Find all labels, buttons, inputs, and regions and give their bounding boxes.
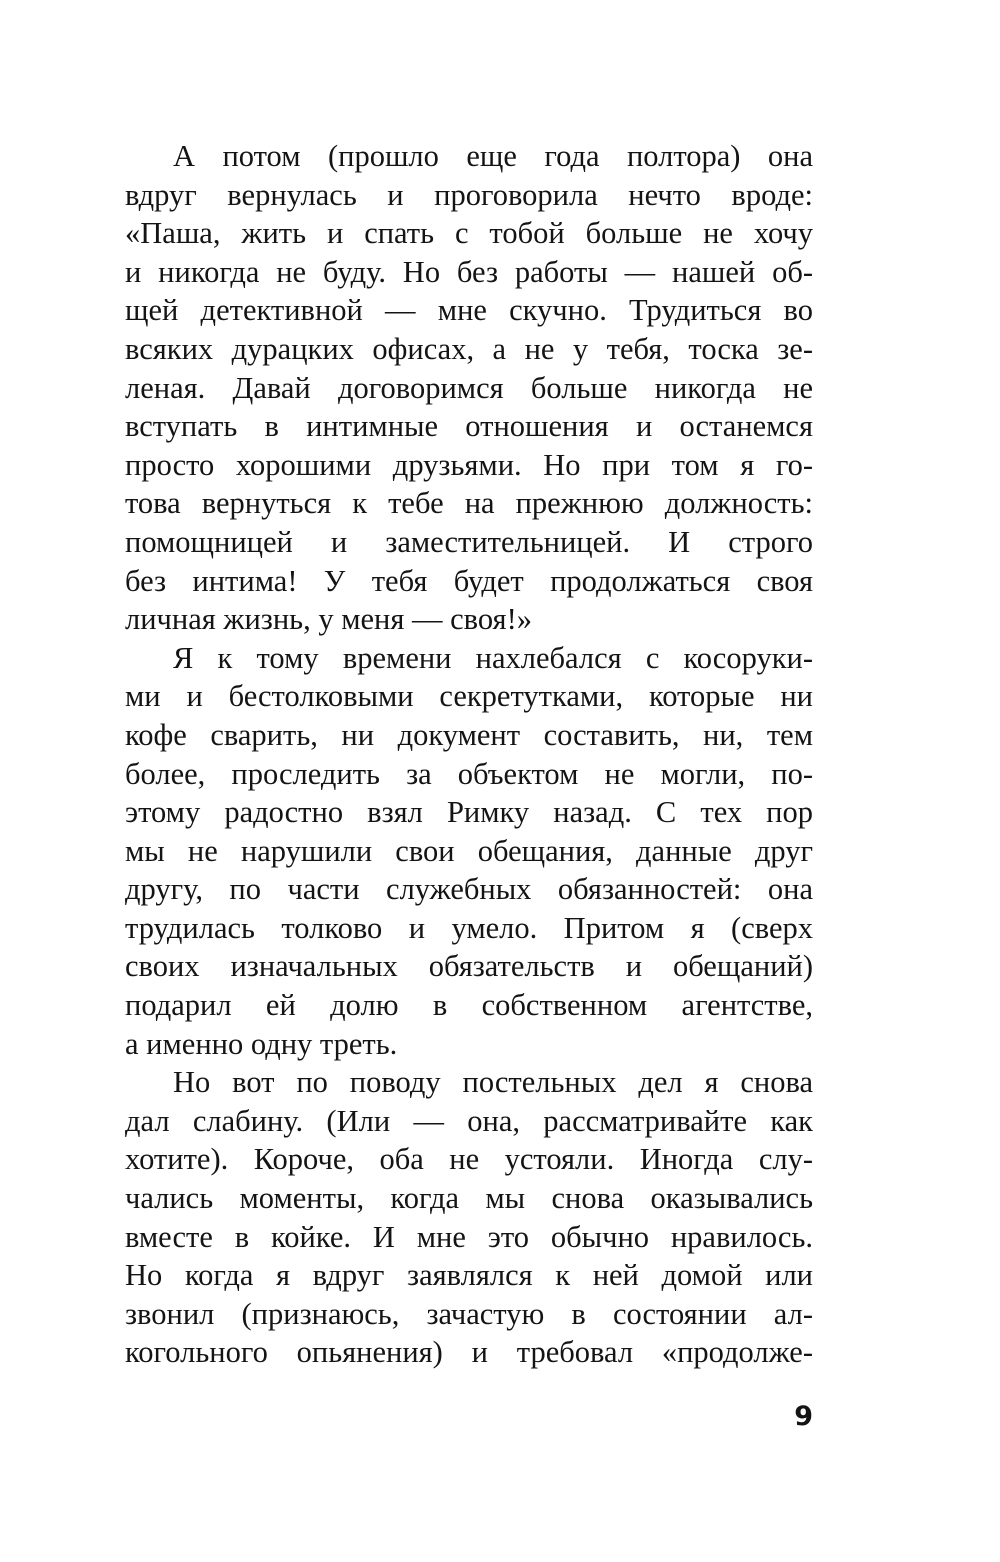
text-line: другу, по части служебных обязанностей: она	[125, 872, 813, 907]
text-line: това вернуться к тебе на прежнюю должность:	[125, 486, 813, 521]
body-text	[125, 137, 813, 1372]
text-line: леная. Давай договоримся больше никогда не	[125, 370, 813, 405]
text-line: чались моменты, когда мы снова оказывались	[125, 1181, 813, 1216]
text-line: вместе в койке. И мне это обычно нравилось.	[125, 1219, 813, 1254]
paragraph-2	[125, 639, 813, 1064]
paragraph-1	[125, 137, 813, 639]
text-line: этому радостно взял Римку назад. С тех пор	[125, 795, 813, 830]
text-line: «Паша, жить и спать с тобой больше не хочу	[125, 216, 813, 251]
text-line: А потом (прошло еще года полтора) она	[173, 139, 813, 173]
text-line: а именно одну треть.	[125, 1026, 398, 1061]
text-line: трудилась толково и умело. Притом я (сверх	[125, 910, 813, 945]
text-line: кофе сварить, ни документ составить, ни, тем	[125, 717, 813, 752]
text-line: личная жизнь, у меня — своя!»	[125, 602, 532, 637]
text-line: более, проследить за объектом не могли, по-	[125, 756, 813, 791]
text-line: хотите). Короче, оба не устояли. Иногда слу-	[125, 1142, 813, 1177]
text-line: без интима! У тебя будет продолжаться своя	[125, 563, 813, 598]
paragraph-3	[125, 1063, 813, 1372]
text-line: Но когда я вдруг заявлялся к ней домой или	[125, 1258, 813, 1293]
text-line: и никогда не буду. Но без работы — нашей об-	[125, 254, 813, 289]
text-line: подарил ей долю в собственном агентстве,	[125, 988, 813, 1023]
text-line: вступать в интимные отношения и останемся	[125, 409, 813, 444]
text-line: просто хорошими друзьями. Но при том я го-	[125, 447, 813, 482]
text-line: когольного опьянения) и требовал «продолже-	[125, 1335, 813, 1370]
text-line: всяких дурацких офисах, а не у тебя, тоска зе-	[125, 331, 813, 366]
text-line: мы не нарушили свои обещания, данные друг	[125, 833, 813, 868]
text-line: помощницей и заместительницей. И строго	[125, 524, 813, 559]
text-line: дал слабину. (Или — она, рассматривайте как	[125, 1103, 813, 1138]
page-number: 9	[794, 1401, 813, 1432]
text-line: вдруг вернулась и проговорила нечто вроде:	[125, 177, 813, 212]
text-line: ми и бестолковыми секретутками, которые ни	[125, 679, 813, 714]
text-line: звонил (признаюсь, зачастую в состоянии ал-	[125, 1296, 813, 1331]
text-line: Я к тому времени нахлебался с косоруки-	[173, 640, 813, 675]
text-line: Но вот по поводу постельных дел я снова	[173, 1065, 813, 1100]
text-line: щей детективной — мне скучно. Трудиться во	[125, 293, 813, 328]
text-line: своих изначальных обязательств и обещаний)	[125, 949, 813, 984]
